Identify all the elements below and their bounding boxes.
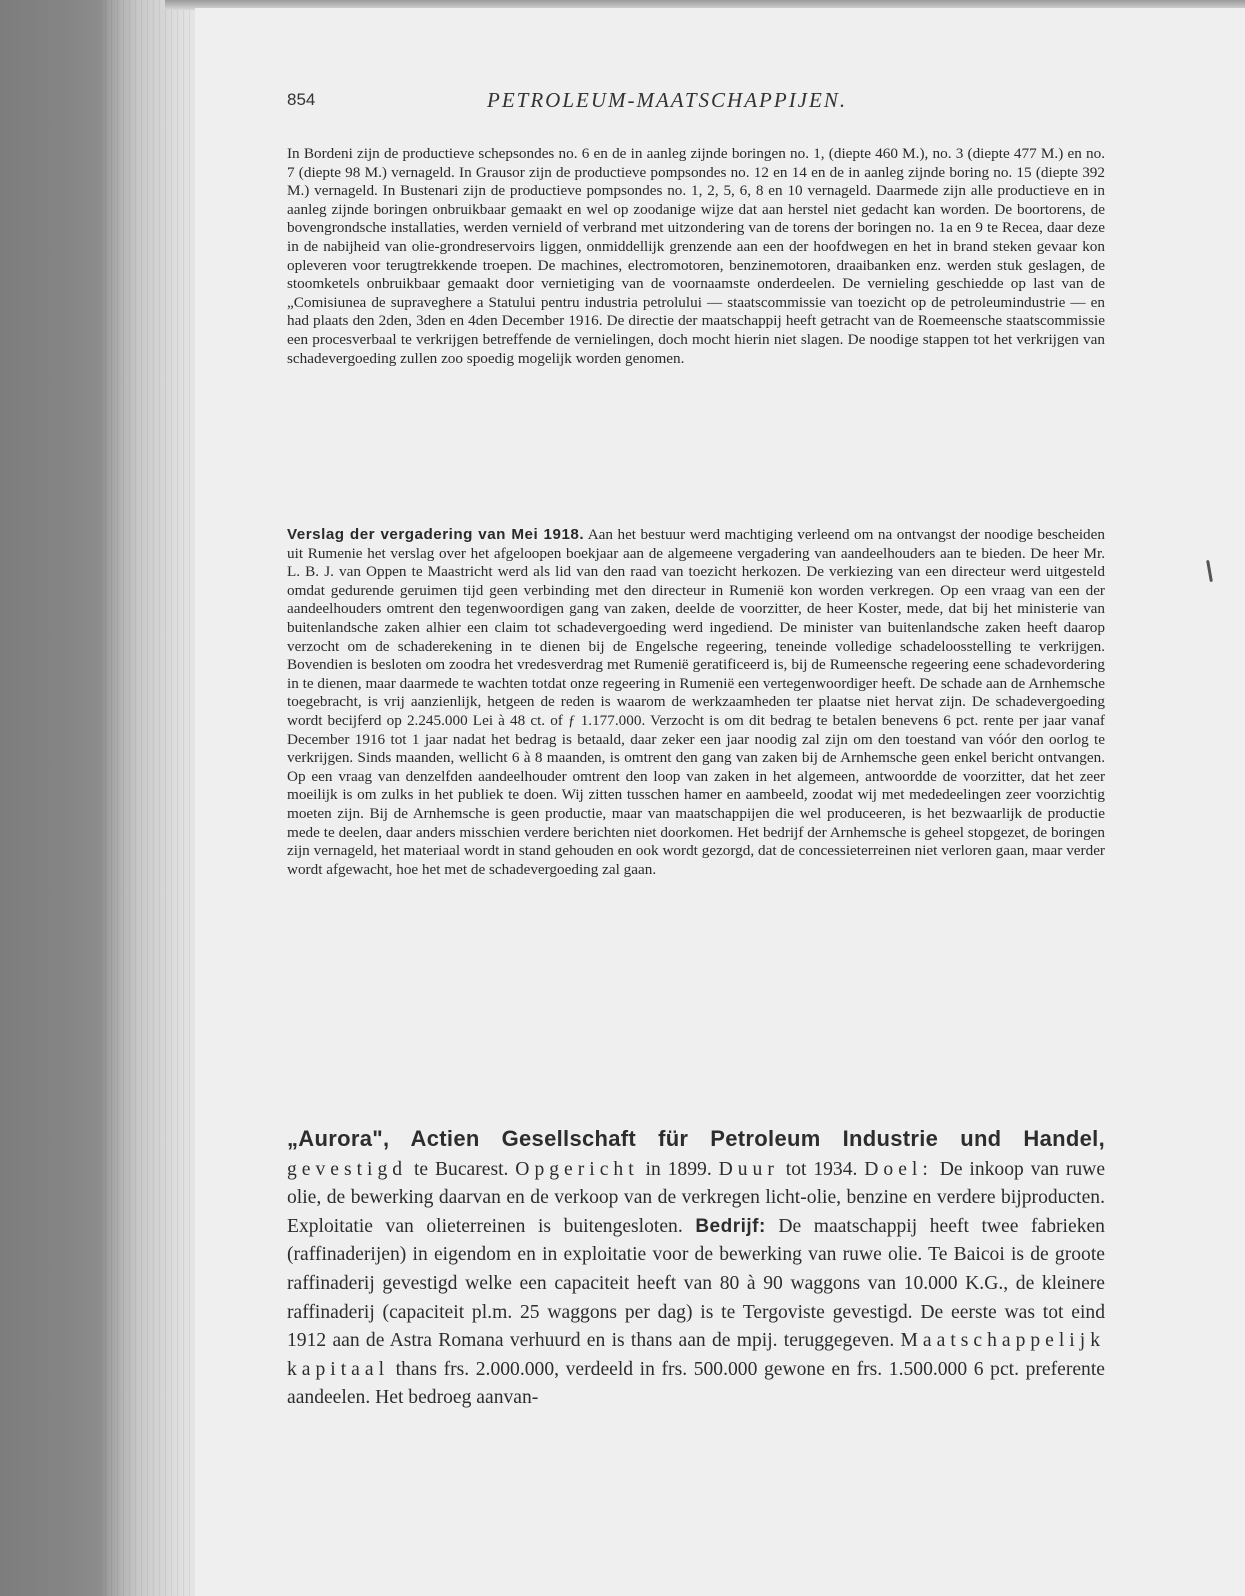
running-title: PETROLEUM-MAATSCHAPPIJEN. [487, 88, 848, 112]
duur-value: tot 1934. [785, 1158, 858, 1180]
gevestigd-value: te Bucarest. [413, 1158, 509, 1180]
company-entry-aurora [287, 1125, 1105, 1413]
meeting-body: Aan het bestuur werd machtiging verleend om na ontvangst der noodige bescheiden uit Rumenie het verslag over het afgeloopen boekjaar aan de algemeene vergadering van aandeelhouders aan te bieden. De heer Mr. L. B. J. van Oppen te Maastricht werd als lid van den raad van toezicht herkozen. De verkiezing van een directeur werd uitgesteld omdat gedurende geruimen tijd geen verbinding met den directeur in Rumenië kon worden verkregen. Op een vraag van een der aandeelhouders omtrent den tegenwoordigen gang van zaken, deelde de voorzitter, de heer Koster, mede, dat bij het ministerie van buitenlandsche zaken alhier een claim tot schadevergoeding werd ingediend. De minister van buitenlandsche zaken heeft daarop verzocht om de schaderekening in te dienen bij de Engelsche regeering, teneinde volledige schadeloosstelling te verkrijgen. Bovendien is besloten om zoodra het vredesverdrag met Rumenië geratificeerd is, bij de Rumeensche regeering eene schadevordering in te dienen, maar daarmede te wachten totdat onze regeering in Rumenië een vertegenwoordiger heeft. De schade aan de Arnhemsche toegebracht, is vrij aanzienlijk, hetgeen de reden is waarom de werkzaamheden ter plaatse niet hervat zijn. De schadevergoeding wordt becijferd op 2.245.000 Lei à 48 ct. of ƒ 1.177.000. Verzocht is om dit bedrag te betalen benevens 6 pct. rente per jaar vanaf December 1916 tot 1 jaar nadat het bedrag is betaald, daar zeker een jaar noodig zal zijn om den toestand van vóór den oorlog te verkrijgen. Sinds maanden, wellicht 6 à 8 maanden, is omtrent den gang van zaken bij de Arnhemsche geen enkel bericht ontvangen. Op een vraag van denzelfden aandeelhouder omtrent den loop van zaken in het algemeen, antwoordde de voorzitter, dat het zeer moeilijk is om zulks in het publiek te doen. Wij zitten tusschen hamer en aambeeld, zoodat wij met mededeelingen zeer voorzichtig moeten zijn. Bij de Arnhemsche is geen productie, maar van maatschappijen die wel produceeren, is het bezwaarlijk de productie mede te deelen, daar anders misschien verdere berichten niet doorkomen. Het bedrijf der Arnhemsche is geheel stopgezet, de boringen zijn vernageld, het materiaal wordt in stand gehouden en ook wordt gezorgd, dat de concessieterreinen niet verloren gaan, maar verder wordt afgewacht, hoe het met de schadevergoeding zal gaan. [287, 526, 1105, 878]
duur-label: Duur [718, 1158, 779, 1180]
doel-label: Doel: [864, 1158, 933, 1180]
opgericht-value: in 1899. [645, 1158, 712, 1180]
paragraph-meeting-report [287, 526, 1105, 879]
bedrijf-value: De maatschappij heeft twee fabrieken (raffinaderijen) in eigendom en in exploitatie voor de bewerking van ruwe olie. Te Baicoi is de groote raffinaderij gevestigd welke een capaciteit heeft van 80 à 90 waggons van 10.000 K.G., de kleinere raffinaderij (capaciteit pl.m. 25 waggons per dag) is te Tergoviste gevestigd. De eerste was tot eind 1912 aan de Astra Romana verhuurd en is thans aan de mpij. teruggegeven. [287, 1215, 1105, 1352]
bedrijf-label: Bedrijf: [695, 1215, 766, 1237]
doel-value: De inkoop van ruwe olie, de bewerking daarvan en de verkoop van de verkregen licht-olie, benzine en verdere bijproducten. Exploitatie van olieterreinen is buitengesloten. [287, 1158, 1106, 1237]
page-stack-lines [105, 0, 195, 1596]
company-name: „Aurora", Actien Gesellschaft für Petroleum Industrie und Handel, [287, 1126, 1105, 1151]
gevestigd-label: gevestigd [287, 1158, 408, 1180]
kapitaal-value: thans frs. 2.000.000, verdeeld in frs. 500.000 gewone en frs. 1.500.000 6 pct. preferente aandeelen. Het bedroeg aanvan- [287, 1358, 1105, 1409]
opgericht-label: Opgericht [515, 1158, 639, 1180]
meeting-heading: Verslag der vergadering van Mei 1918. [287, 526, 585, 543]
page-number: 854 [287, 90, 316, 109]
paragraph-destruction-report: In Bordeni zijn de productieve schepsondes no. 6 en de in aanleg zijnde boringen no. 1, (diepte 460 M.), no. 3 (diepte 477 M.) en no. 7 (diepte 98 M.) vernageld. In Grausor zijn de productieve pompsondes no. 12 en 14 en de in aanleg zijnde boring no. 15 (diepte 392 M.) vernageld. In Bustenari zijn de productieve pompsondes no. 1, 2, 5, 6, 8 en 10 vernageld. Daarmede zijn alle productieve en in aanleg zijnde boringen onbruikbaar gemaakt en wel op zoodanige wijze dat aan herstel niet gedacht kan worden. De boortorens, de bovengrondsche installaties, werden vernield of verbrand met uitzondering van de torens der boringen no. 1a en 9 te Recea, daar deze in de nabijheid van olie-grondreservoirs liggen, onmiddellijk grenzende aan een der hoofdwegen en het in brand steken gevaar kon opleveren voor terugtrekkende troepen. De machines, electromotoren, benzinemotoren, draaibanken enz. werden stuk geslagen, de stoomketels onbruikbaar gemaakt door vernietiging van de voornaamste onderdeelen. De vernieling geschiedde op last van de „Comisiunea de supraveghere a Statului pentru industria petrolului — staatscommissie van toezicht op de petroleumindustrie — en had plaats den 2den, 3den en 4den December 1916. De directie der maatschappij heeft getracht van de Roemeensche staatscommissie een procesverbaal te verkrijgen betreffende de vernielingen, doch mocht hierin niet slagen. De noodige stappen tot het verkrijgen van schadevergoeding zullen zoo spoedig mogelijk worden genomen. [287, 145, 1105, 367]
page-header [287, 88, 1107, 118]
kapitaal-label: Maatschappelijk kapitaal [287, 1330, 1105, 1380]
